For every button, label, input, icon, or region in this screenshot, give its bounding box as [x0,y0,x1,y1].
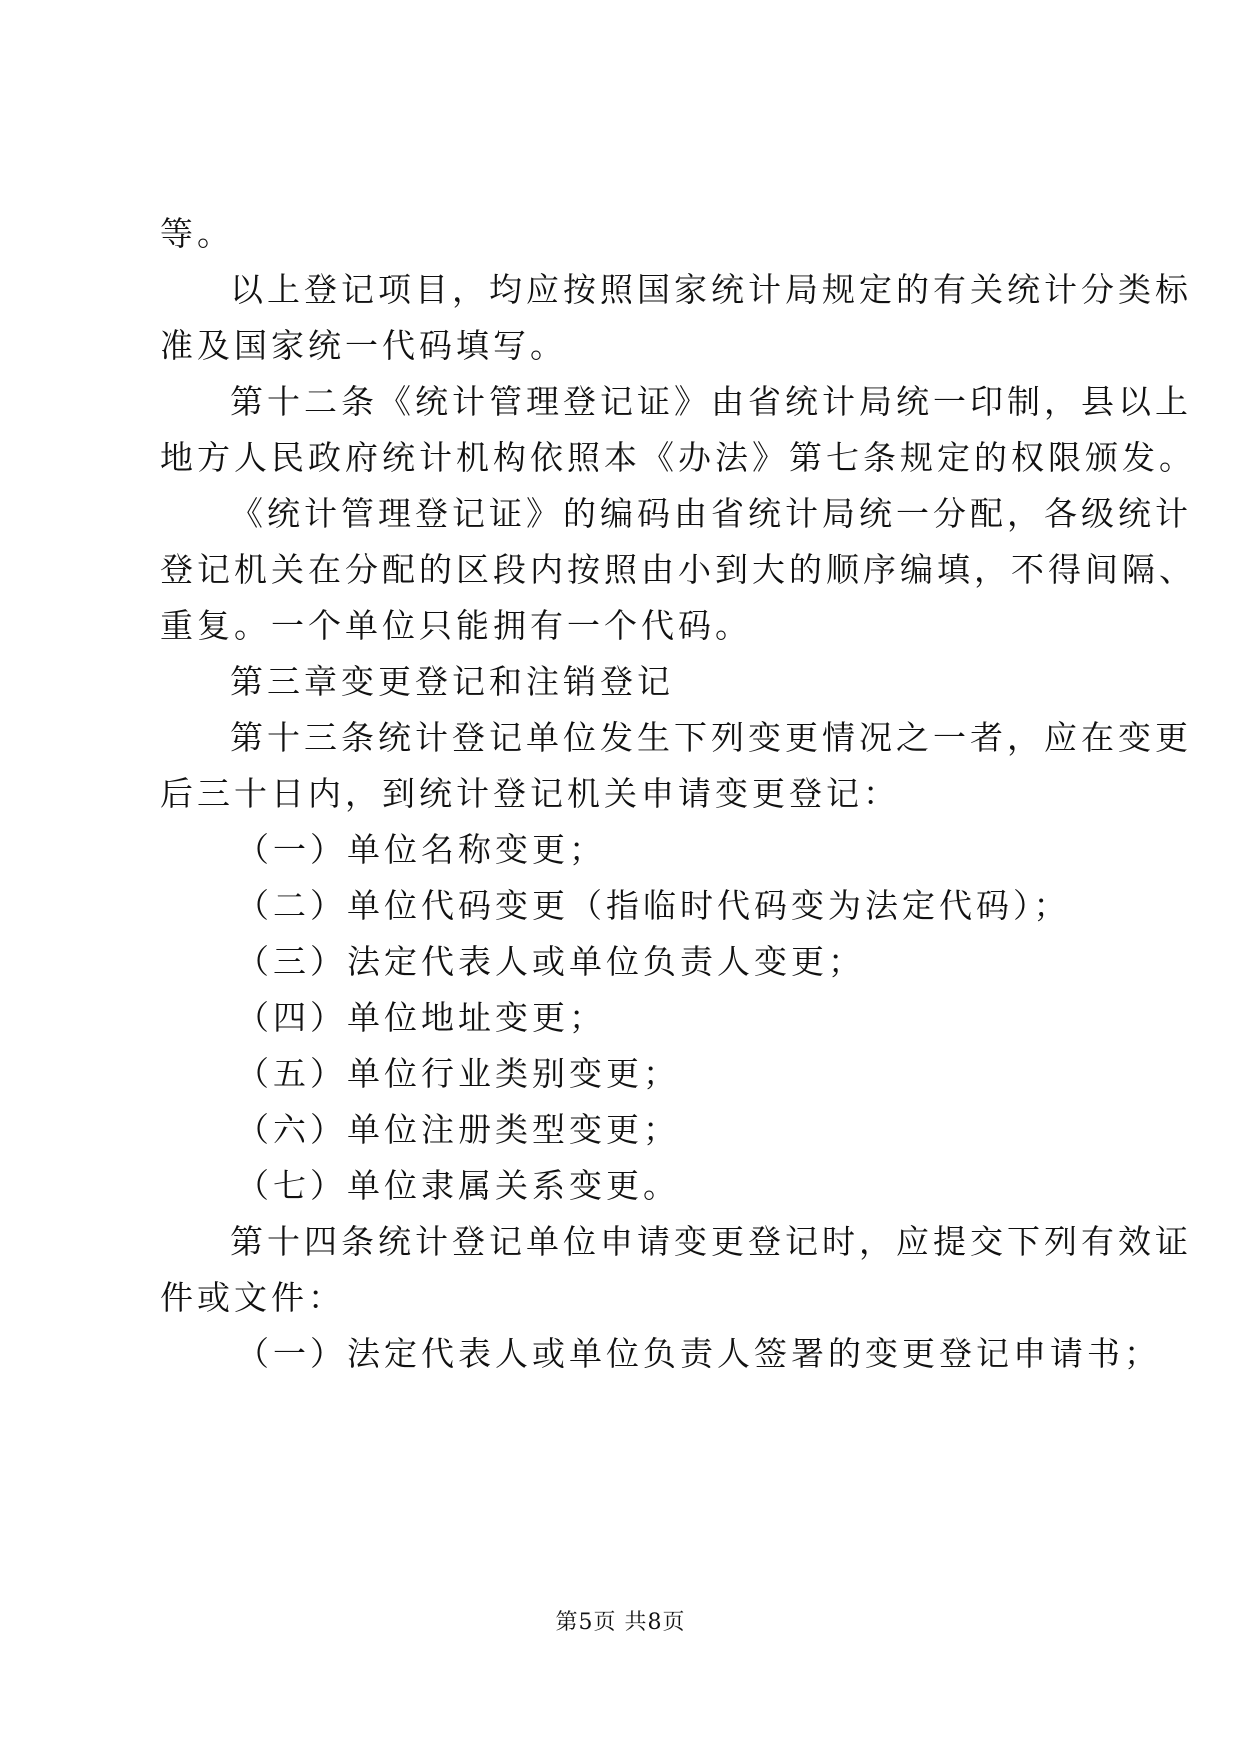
list-item: （四）单位地址变更； [236,998,606,1037]
text-line: 准及国家统一代码填写。 [160,326,567,365]
list-item: （六）单位注册类型变更； [236,1110,680,1149]
chapter-heading: 第三章变更登记和注销登记 [230,662,674,701]
text-line: 《统计管理登记证》的编码由省统计局统一分配，各级统计 [230,494,1192,533]
text-line: 后三十日内，到统计登记机关申请变更登记： [160,774,900,813]
text-line: 重复。一个单位只能拥有一个代码。 [160,606,752,645]
text-line: 登记机关在分配的区段内按照由小到大的顺序编填，不得间隔、 [160,550,1196,589]
list-item: （七）单位隶属关系变更。 [236,1166,680,1205]
text-line: 件或文件： [160,1278,345,1317]
text-line: 等。 [160,214,234,253]
list-item: （一）法定代表人或单位负责人签署的变更登记申请书； [236,1334,1161,1373]
text-line: 以上登记项目，均应按照国家统计局规定的有关统计分类标 [230,270,1192,309]
page-number-footer: 第5页 共8页 [555,1610,686,1635]
text-line: 第十四条统计登记单位申请变更登记时，应提交下列有效证 [230,1222,1192,1261]
text-line: 第十三条统计登记单位发生下列变更情况之一者，应在变更 [230,718,1192,757]
text-line: 地方人民政府统计机构依照本《办法》第七条规定的权限颁发。 [160,438,1196,477]
text-line: 第十二条《统计管理登记证》由省统计局统一印制，县以上 [230,382,1192,421]
list-item: （三）法定代表人或单位负责人变更； [236,942,865,981]
list-item: （五）单位行业类别变更； [236,1054,680,1093]
list-item: （二）单位代码变更（指临时代码变为法定代码）； [236,886,1071,925]
list-item: （一）单位名称变更； [236,830,606,869]
